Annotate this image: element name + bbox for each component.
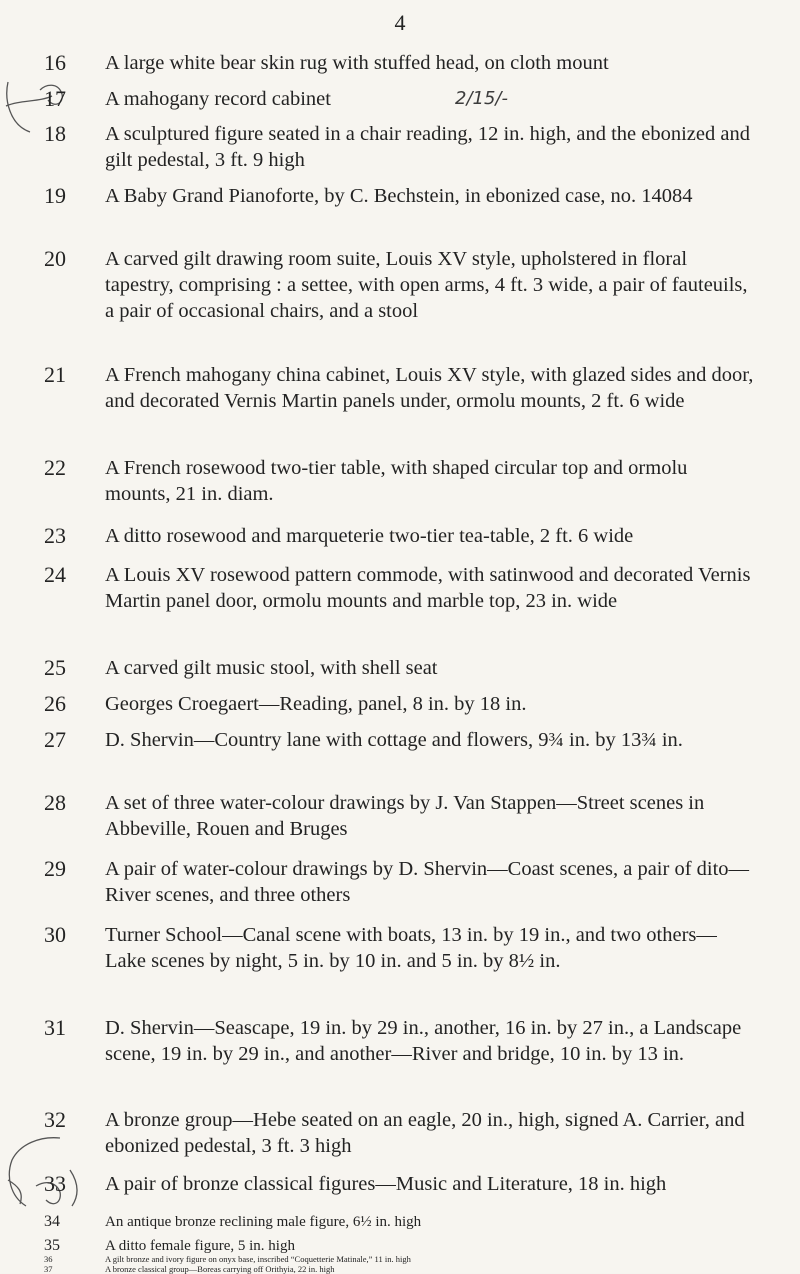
lot-number: 35 — [44, 1237, 60, 1254]
lot-description: A bronze classical group—Boreas carrying off Orithyia, 22 in. high — [105, 1264, 335, 1274]
lot-description: A Louis XV rosewood pattern commode, with satinwood and decorated Vernis Martin panel door, ormolu mounts and marble top, 23 in. wide — [105, 564, 751, 612]
lot-description: A sculptured figure seated in a chair reading, 12 in. high, and the ebonized and gilt pedestal, 3 ft. 9 high — [105, 123, 750, 171]
lot-number: 27 — [44, 727, 66, 752]
lot-description: Turner School—Canal scene with boats, 13 in. by 19 in., and two others—Lake scenes by night, 5 in. by 10 in. and 5 in. by 8½ in. — [105, 924, 717, 972]
page-number: 4 — [394, 10, 406, 35]
lot-36 — [44, 1254, 774, 1264]
lot-description: A pair of bronze classical figures—Music and Literature, 18 in. high — [105, 1173, 667, 1195]
lot-description: Georges Croegaert—Reading, panel, 8 in. by 18 in. — [105, 693, 527, 715]
lot-number: 37 — [44, 1264, 53, 1274]
final-lots-row — [44, 1254, 774, 1274]
lot-description: A carved gilt music stool, with shell seat — [105, 657, 438, 679]
lot-number: 28 — [44, 790, 66, 815]
lot-description: D. Shervin—Country lane with cottage and flowers, 9¾ in. by 13¾ in. — [105, 729, 683, 751]
lot-number: 32 — [44, 1107, 66, 1132]
handwritten-price-note: 2/15/- — [455, 88, 508, 109]
lot-description: A large white bear skin rug with stuffed head, on cloth mount — [105, 52, 609, 74]
lot-number: 36 — [44, 1254, 53, 1264]
lot-number: 23 — [44, 523, 66, 548]
lot-number: 31 — [44, 1015, 66, 1040]
lot-description: A French rosewood two-tier table, with shaped circular top and ormolu mounts, 21 in. diam. — [105, 457, 688, 505]
lot-description: An antique bronze reclining male figure, 6½ in. high — [105, 1214, 422, 1230]
lot-description: A gilt bronze and ivory figure on onyx base, inscribed “Coquetterie Matinale,” 11 in. high — [105, 1254, 411, 1264]
lot-description: A ditto rosewood and marqueterie two-tier tea-table, 2 ft. 6 wide — [105, 525, 634, 547]
lot-number: 29 — [44, 856, 66, 881]
lot-number: 16 — [44, 50, 66, 75]
lot-description: A French mahogany china cabinet, Louis XV style, with glazed sides and door, and decorated Vernis Martin panels under, ormolu mounts, 2 ft. 6 wide — [105, 364, 754, 412]
lot-description: A set of three water-colour drawings by J. Van Stappen—Street scenes in Abbeville, Rouen and Bruges — [105, 792, 705, 840]
lot-description: D. Shervin—Seascape, 19 in. by 29 in., another, 16 in. by 27 in., a Landscape scene, 19 in. by 29 in., and another—River and bridge, 10 in. by 13 in. — [105, 1017, 742, 1065]
lot-number: 33 — [44, 1171, 66, 1196]
lot-description: A pair of water-colour drawings by D. Shervin—Coast scenes, a pair of dito—River scenes, and three others — [105, 858, 750, 906]
lot-number: 19 — [44, 183, 66, 208]
lot-number: 26 — [44, 691, 66, 716]
lot-number: 30 — [44, 922, 66, 947]
lot-number: 22 — [44, 455, 66, 480]
lot-description: A ditto female figure, 5 in. high — [105, 1238, 295, 1254]
lot-description: A Baby Grand Pianoforte, by C. Bechstein, in ebonized case, no. 14084 — [105, 185, 693, 207]
lot-number: 21 — [44, 362, 66, 387]
lot-number: 20 — [44, 246, 66, 271]
lot-description: A bronze group—Hebe seated on an eagle, 20 in., high, signed A. Carrier, and ebonized pedestal, 3 ft. 3 high — [105, 1109, 745, 1157]
lot-number: 25 — [44, 655, 66, 680]
lot-number: 24 — [44, 562, 66, 587]
lot-number: 17 — [44, 86, 66, 111]
lot-number: 34 — [44, 1213, 60, 1230]
lot-description: A mahogany record cabinet — [105, 88, 331, 110]
lot-number: 18 — [44, 121, 66, 146]
lot-description: A carved gilt drawing room suite, Louis XV style, upholstered in floral tapestry, comprising : a settee, with open arms, 4 ft. 3 wide, a pair of fauteuils, a pair of occasional chairs, and a stool — [105, 248, 748, 322]
